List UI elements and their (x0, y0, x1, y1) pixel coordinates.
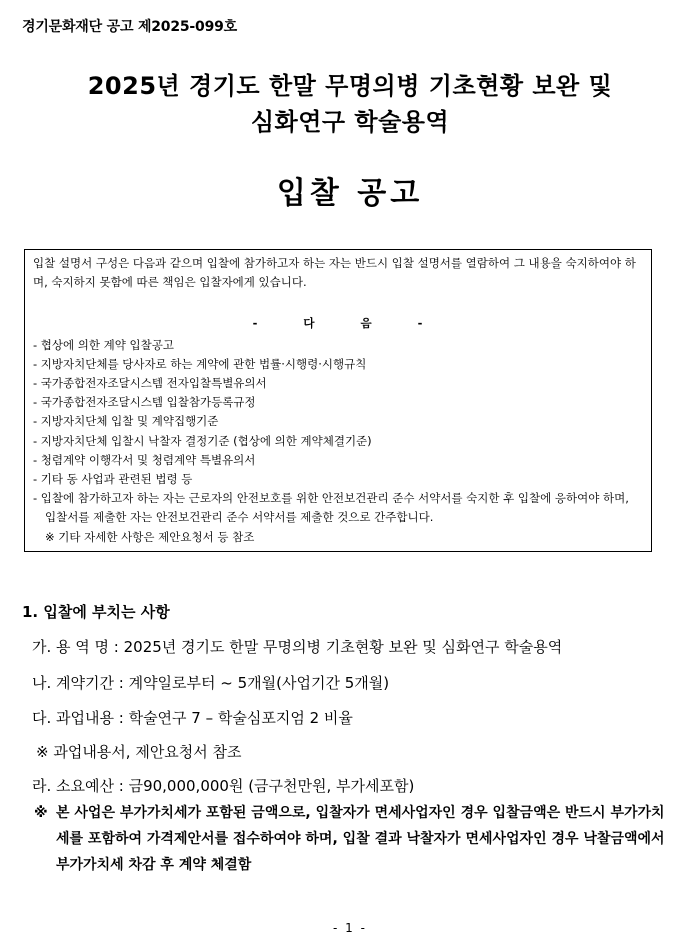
box-da-heading: - 다 음 - (252, 316, 424, 331)
vat-notice-text: 본 사업은 부가가치세가 포함된 금액으로, 입찰자가 면세사업자인 경우 입찰금액은 반드시 부가가치세를 포함하여 가격제안서를 접수하여야 하며, 입찰 결과 낙찰자가 면세사업자인 경우 낙찰금액에서 부가가치세 차감 후 계약 체결함 (56, 805, 665, 873)
section-1-heading: 1. 입찰에 부치는 사항 (22, 603, 170, 621)
list-item: - 청렴계약 이행각서 및 청렴계약 특별유의서 (33, 452, 256, 467)
list-item: - 기타 동 사업과 관련된 법령 등 (33, 472, 193, 487)
list-item: - 국가종합전자조달시스템 전자입찰특별유의서 (33, 376, 267, 391)
box-intro-text: 입찰 설명서 구성은 다음과 같으며 입찰에 참가하고자 하는 자는 반드시 입찰 설명서를 열람하여 그 내용을 숙지하여야 하며, 숙지하지 못함에 따른 책임은 입찰자에게 있습니다. (33, 256, 636, 290)
box-reference-note: ※ 기타 자세한 사항은 제안요청서 등 참조 (45, 529, 255, 544)
title-line-2: 심화연구 학술용역 (250, 108, 450, 136)
list-item: - 협상에 의한 계약 입찰공고 (33, 337, 174, 352)
reference-mark: ※ (34, 805, 48, 821)
budget-row: 라. 소요예산 : 금90,000,000원 (금구천만원, 부가세포함) (32, 777, 415, 795)
title-line-1: 2025년 경기도 한말 무명의병 기초현황 보완 및 (87, 72, 613, 100)
service-name-row: 가. 용 역 명 : 2025년 경기도 한말 무명의병 기초현황 보완 및 심화연구 학술용역 (32, 638, 563, 656)
list-item: - 지방자치단체를 당사자로 하는 계약에 관한 법률·시행령·시행규칙 (33, 356, 367, 371)
bid-documents-box (24, 249, 652, 552)
notice-number: 경기문화재단 공고 제2025-099호 (22, 19, 237, 35)
document-type-title: 입찰 공고 (276, 176, 424, 211)
document-main-title (0, 68, 700, 140)
task-reference-note: ※ 과업내용서, 제안요청서 참조 (36, 743, 242, 761)
list-item: - 국가종합전자조달시스템 입찰참가등록규정 (33, 395, 256, 410)
vat-notice (34, 800, 674, 878)
list-item: - 지방자치단체 입찰 및 계약집행기준 (33, 414, 219, 429)
bid-documents-list (33, 336, 643, 528)
list-item: - 지방자치단체 입찰시 낙찰자 결정기준 (협상에 의한 계약체결기준) (33, 433, 372, 448)
list-item: - 입찰에 참가하고자 하는 자는 근로자의 안전보호를 위한 안전보건관리 준수 서약서를 숙지한 후 입찰에 응하여야 하며, 입찰서를 제출한 자는 안전보건관리 준수 서약서를 제출한 것으로 간주합니다. (33, 491, 629, 525)
task-content-row: 다. 과업내용 : 학술연구 7 – 학술심포지엄 2 비율 (32, 709, 353, 727)
contract-period-row: 나. 계약기간 : 계약일로부터 ~ 5개월(사업기간 5개월) (32, 674, 390, 692)
page-number: - 1 - (333, 921, 367, 935)
